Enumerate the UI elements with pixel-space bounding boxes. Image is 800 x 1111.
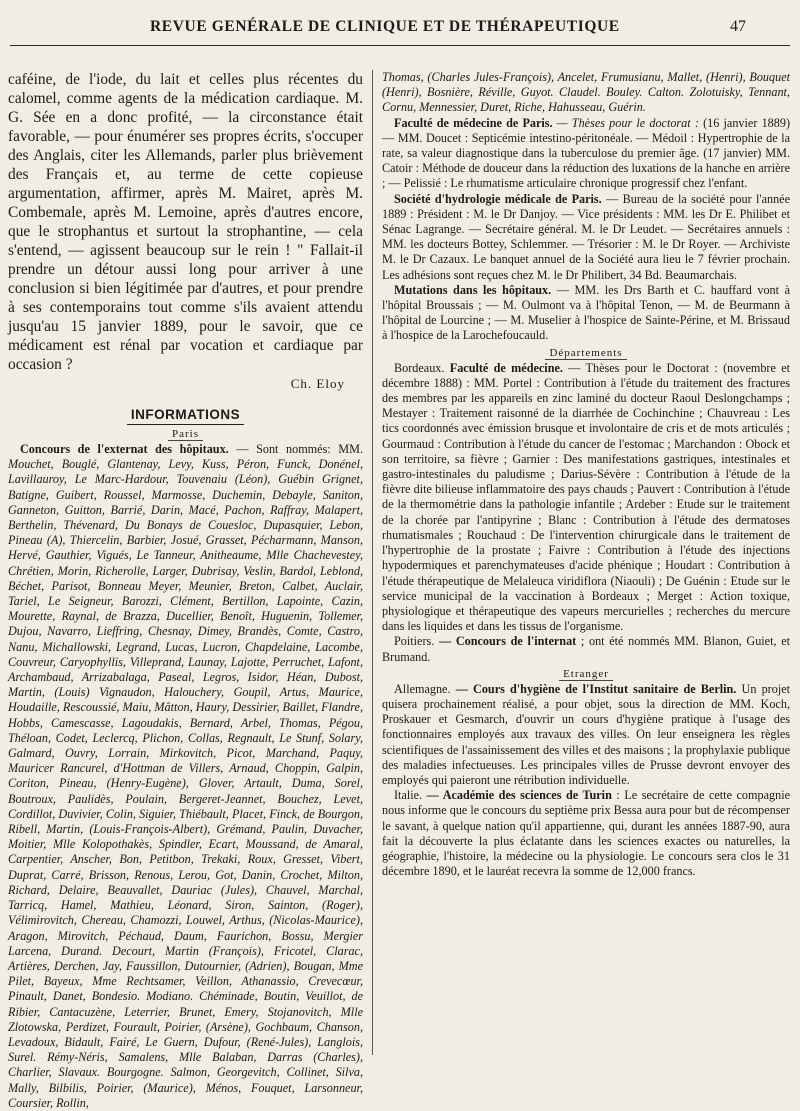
poitiers-heading: — Concours de l'internat: [434, 634, 577, 649]
right-column: [382, 70, 790, 879]
societe-body: — Bureau de la société pour l'année 1889 : Président : M. le Dr Danjoy. — Vice présidents : MM. les Dr E. Philibet et Sénac Lagrange. — Secrétaire général. M. le Dr Leudet. — Secrétaires annuels : MM. les docteurs Bottey, Schlemmer. — Trésorier : M. le Dr Royer. — Archiviste M. le Dr Cazaux. Le banquet annuel de la Société aura lieu le 7 février prochain. Les adhésions sont reçues chez M. le Dr Philibert, 34 Bd. Beaumarchais.: [382, 191, 790, 282]
italie-paragraph: [382, 788, 790, 879]
mutations-heading: Mutations dans les hôpitaux.: [394, 282, 552, 297]
faculte-paris-paragraph: [382, 116, 790, 192]
italie-label: Italie.: [394, 788, 423, 803]
mutations-paragraph: [382, 283, 790, 344]
column-divider: [372, 70, 373, 1055]
bordeaux-heading: Faculté de médecine.: [444, 360, 563, 375]
concours-paragraph: [8, 442, 363, 1111]
allemagne-body: Un projet quisera prochainement réalisé, a pour objet, sous la direction de MM. Koch, Proskauer et Gesmarch, d'ouvrir un cours d'hygiène pratique à l'usage des fonctionnaires employés aux travaux des villes. On leur enseignera les règles scientifiques de l'assainissement des villes et des maisons ; la prophylaxie publique des maladies infectueuses. Les principales villes de Prusse devront envoyer des employés qui paieront une rétribution individuelle.: [382, 681, 790, 787]
societe-paragraph: [382, 192, 790, 283]
bordeaux-body: — Thèses pour le Doctorat : (novembre et décembre 1888) : MM. Portel : Contribution à l'étude du traitement des fractures des membres par les appareils en zinc laminé du docteur Raoul Deslongchamps ; Mestayer : Traitement raisonné de la diarrhée de Cochinchine ; Chauvreau : Les tics coordonnés avec émission brusque et involontaire de cris et de mots articulés ; Gourmaud : Contribution à l'étude du cancer de l'estomac ; Marchandon : Obock et son territoire, sa fièvre ; Garnier : Des manifestations gastriques, intestinales et gastro-intestinales du paludisme ; Darius-Sévère : Contribution à l'étude de la fièvre dite bilieuse inflammatoire des pays chauds ; Pauvert : Contribution à l'étude de la thermométrie dans la pathologie infantile ; Ardeber : Etude sur le traitement de la chorée par l'antipyrine ; Blanc : Contribution à l'étude des dermatoses rhumatismales ; Rouchaud : De l'intervention chirurgicale dans le traitement de l'hypertrophie de la prostate ; Faivre : Contribution à l'étude des injections hypodermiques et parenchymateuses d'acide phénique ; Houdart : Contribution à l'étude thérapeutique de Melaleuca viridiflora (Niaouli) ; De Guénin : Etude sur le service municipal de la vaccination à Bordeaux ; Merget : Action toxique, physiologique et thérapeutique des vapeurs mercurielles ; recherches du mercure dans les liquides et dans les tissus de l'organisme.: [382, 360, 791, 634]
page-number: 47: [730, 18, 746, 35]
concours-names: Mouchet, Bouglé, Glantenay, Levy, Kuss, Péron, Funck, Donénel, Lavillauroy, Le Marc-Hardour, Touvenaiu (Léon), Guébin Grignet, Batigne, Guibert, Roussel, Marmosse, Duchemin, Debayle, Saniton, Ganneton, Guitton, Barrié, Darin, Macé, Pachon, Raffray, Malapert, Berthelin, Thévenard, Du Bonays de Couesloc, Dupasquier, Lebon, Pineau (A), Thiercelin, Barbier, Josué, Grasset, Pécharmann, Manson, Hervé, Gauthier, Vigués, Le Tanneur, Anitheaume, Mlle Chachevestey, Chrétien, Morin, Richerolle, Larger, Dubrisay, Veslin, Bardol, Leblond, Béchet, Parisot, Bonneau Meyer, Meunier, Breton, Calbet, Auclair, Tariel, Le Seigneur, Barozzi, Clément, Bertillon, Lapointe, Cazin, Mourette, Raynal, de Brazza, Ducellier, Benoît, Huguenin, Tollemer, Dujou, Navarro, Lieffring, Chesnay, Dimey, Brandès, Comte, Castro, Nanu, Michallowski, Legrand, Lucas, Lucron, Chapdelaine, Lacombe, Couvreur, Caryophyllis, Villeprand, Launay, Lajotte, Perruchet, Lafont, Archambaud, Arrizabalaga, Paseal, Legros, Isidor, Héan, Dubost, Martin, (Louis) Vignaudon, Halouchery, Goupil, Artus, Maurice, Houdaille, Rescoussié, Maiu, Mâtton, Haury, Dessirier, Baillet, Flandre, Hobbs, Camescasse, Lagoudakis, Bernard, Arbel, Thomas, Pégou, Théloan, Codet, Leclercq, Plichon, Collas, Regnault, Le Stunf, Solary, Galmard, Ouvry, Lorrain, Mirkovitch, Picot, Marchand, Paquy, Mauricer Rancurel, d'Hottman de Villers, Arnaud, Choppin, Galpin, Coriton, Pineau, (Henry-Eugène), Glover, Artault, Duma, Sorel, Boutroux, Paulidès, Poulain, Bergeret-Jeannet, Bouchez, Levet, Cordillot, Duvivier, Colin, Siguier, Thiébault, Placet, Finck, de Bourgon, Ribell, Martin, (Louis-François-Albert), Grémand, Paulin, Duvacher, Moitier, Mlle Kolopothakès, Spindler, Ecart, Moussand, de Amaral, Carpentier, Anscher, Bon, Petitbon, Trekaki, Roux, Gresset, Vibert, Duprat, Carré, Brisson, Renous, Lerou, Got, Danin, Crochet, Milton, Richard, Delaire, Beauvallet, Dauriac (Jules), Chauvel, Marchal, Tarricq, Hamel, Mathieu, Léonard, Siron, Sainton, (Roger), Vélimirovitch, Chereau, Chamozzi, Louwel, Arthus, (Nicolas-Maurice), Aragon, Mirovitch, Péchaud, Daum, Faurichon, Bossu, Mergier Larcena, Durand. Decourt, Martin (François), Fricotel, Clarac, Artières, Derchen, Jay, Faussillon, Dutournier, (Adrien), Bougan, Mme Pilet, Bayeux, Mme Rechtsamer, Veillon, Athanassio, Crevecœur, Pinault, Danet, Bondesio. Modiano. Chéminade, Boutin, Veuillot, de Ribier, Cantacuzène, Leterrier, Brunet, Emery, Stojanovitch, Mlle Zlotowska, Perdizet, Fourault, Poirier, (Arsène), Gochbaum, Chanson, Levadoux, Bidault, Fairé, Le Guern, Dufour, (René-Jules), Langlois, Surel. Rémy-Néris, Samalens, Mlle Balaban, Darras (Charles), Charlier, Slavaux. Bourgogne. Salmon, Georgevitch, Collinet, Silva, Mally, Bilbilis, Poirier, (Maurice), Ménos, Fouquet, Larsonneur, Coursier, Rollin,: [8, 457, 363, 1110]
paris-label: Paris: [168, 428, 203, 441]
informations-title: [8, 407, 363, 422]
paris-subhead: [8, 428, 363, 440]
bordeaux-paragraph: [382, 361, 790, 635]
mutations-body: — MM. les Drs Barth et C. hauffard vont à l'hôpital Broussais ; — M. Oulmont va à l'hôpital Tenon, — M. de Beurmann à l'hôpital de Lourcine ; — M. Muselier à l'hospice de Sainte-Périne, et M. Brissaud à l'hospice de la Larochefoucauld.: [382, 282, 790, 343]
faculte-paris-body: (16 janvier 1889) — MM. Doucet : Septicémie intestino-péritonéale. — Médoil : Hypertrophie de la rate, sa valeur diagnostique dans la tuberculose du premier âge. (17 janvier) MM. Catoir : Méthode de douceur dans la réduction des luxations de la hanche en arrière ; — Pelissié : Le rhumatisme articulaire chronique progressif chez l'enfant.: [382, 115, 791, 191]
author-signature: Ch. Eloy: [290, 376, 345, 391]
faculte-paris-heading: Faculté de médecine de Paris.: [394, 115, 553, 130]
italie-heading: — Académie des sciences de Turin: [422, 788, 612, 803]
italie-body: : Le secrétaire de cette compagnie nous informe que le concours du septième prix Bessa aura pour but de récompenser le savant, à quelque nation qu'il appartienne, qui, durant les années 1887-90, aura fait la découverte la plus éclatante dans les sciences exactes ou naturelles, la géographie, l'histoire, la médecine ou la physiologie. Le concours sera clos le 31 décembre 1890, et le lauréat recevra la somme de 12,000 francs.: [382, 788, 790, 879]
faculte-paris-intro: — Thèses pour le doctorat :: [552, 115, 699, 130]
allemagne-label: Allemagne.: [394, 681, 451, 696]
departements-label: Départements: [545, 347, 626, 360]
allemagne-paragraph: [382, 682, 790, 788]
departements-subhead: [382, 347, 790, 359]
poitiers-paragraph: [382, 634, 790, 664]
page-header: [0, 18, 800, 44]
bordeaux-label: Bordeaux.: [394, 360, 445, 375]
concours-intro: — Sont nommés: MM.: [228, 442, 363, 456]
lead-paragraph: caféine, de l'iode, du lait et celles plus récentes du calomel, comme agents de la médication cardiaque. M. G. Sée en a donc profité, — la circonstance était favorable, — pour énumérer ses propres écrits, s'occuper des Anglais, citer les Allemands, parler plus brièvement des Français et, au terme de cette copieuse argumentation, affirmer, après M. Mairet, après M. Combemale, après M. Lemoine, après d'autres encore, que le strophantus et surtout la strophantine, — cela s'entend, — agissent beaucoup sur le rein ! " Fallait-il prendre un détour aussi long pour arriver à une conclusion si bien légitimée par d'autres, et pour prendre à ses contemporains tout comme s'ils avaient attendu jusqu'au 15 janvier 1889, pour le savoir, que ce médicament est rénal par vocation et cardiaque par occasion ?: [8, 71, 363, 373]
informations-title-text: INFORMATIONS: [127, 407, 244, 425]
allemagne-heading: — Cours d'hygiène de l'Institut sanitaire de Berlin.: [450, 681, 737, 696]
left-column: [8, 70, 363, 1111]
etranger-label: Etranger: [559, 668, 613, 681]
running-title: REVUE GENÉRALE DE CLINIQUE ET DE THÉRAPEUTIQUE: [150, 18, 620, 35]
poitiers-body: ; ont été nommés MM. Blanon, Guiet, et Brumand.: [382, 634, 790, 664]
etranger-subhead: [382, 668, 790, 680]
poitiers-label: Poitiers.: [394, 634, 435, 649]
concours-heading: Concours de l'externat des hôpitaux.: [20, 442, 229, 456]
header-rule: [10, 45, 790, 46]
names-continued: Thomas, (Charles Jules-François), Ancelet, Frumusianu, Mallet, (Henri), Bouquet (Henri), Bosnière, Réville, Guyot. Claudel. Bouley. Calton. Zolotuisky, Tennant, Cornu, Mennessier, Duret, Riche, Hahusseau, Guérin.: [382, 70, 790, 115]
societe-heading: Société d'hydrologie médicale de Paris.: [394, 191, 602, 206]
